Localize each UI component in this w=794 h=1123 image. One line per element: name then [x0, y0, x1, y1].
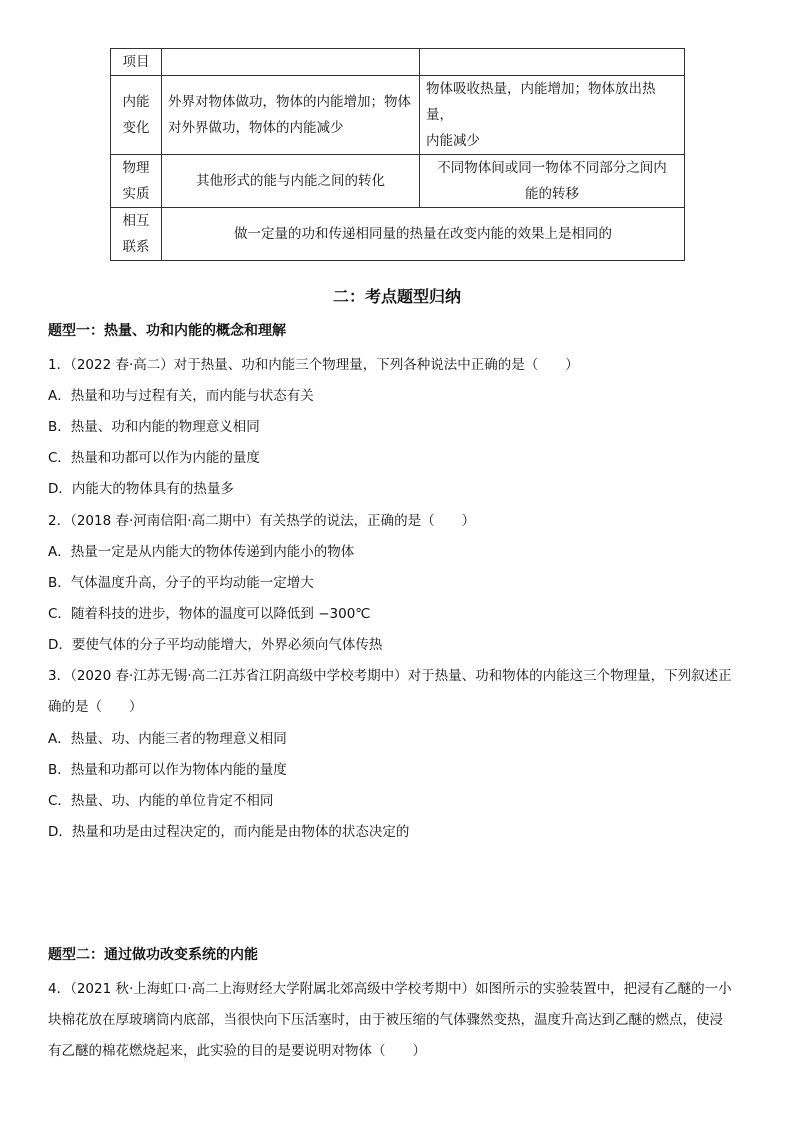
question-stem: 1．（2022 春·高二）对于热量、功和内能三个物理量，下列各种说法中正确的是（ ）: [48, 357, 579, 373]
table-cell: [420, 76, 685, 155]
question-stem: 4．（2021 秋·上海虹口·高二上海财经大学附属北郊高级中学校考期中）如图所示的实验装置中，把浸有乙醚的一小: [48, 981, 732, 997]
option: C．随着科技的进步，物体的温度可以降低到 −300℃: [48, 606, 371, 622]
header-col2: [420, 49, 685, 76]
table-cell: [162, 76, 420, 155]
cell-line: 能的转移: [525, 186, 579, 202]
row-label-line: 相互: [122, 213, 150, 229]
cell-line: 对外界做功，物体的内能减少: [168, 120, 344, 136]
option: C．热量和功都可以作为内能的量度: [48, 450, 260, 466]
row-label-line: 联系: [122, 239, 150, 255]
comparison-table: [110, 48, 685, 261]
cell-line: 不同物体间或同一物体不同部分之间内: [437, 160, 667, 176]
question-type-title: 题型二：通过做功改变系统的内能: [48, 947, 258, 963]
row-label: [111, 76, 162, 155]
table-header-row: [111, 49, 685, 76]
table-row: [111, 155, 685, 208]
question-stem-cont: 有乙醚的棉花燃烧起来，此实验的目的是要说明对物体（ ）: [48, 1043, 426, 1059]
option: D．热量和功是由过程决定的，而内能是由物体的状态决定的: [48, 824, 410, 840]
option: A．热量、功、内能三者的物理意义相同: [48, 731, 287, 747]
row-label: [111, 208, 162, 261]
question-stem: 2．（2018 春·河南信阳·高二期中）有关热学的说法，正确的是（ ）: [48, 513, 476, 529]
row-label: [111, 155, 162, 208]
row-label-line: 变化: [122, 120, 150, 136]
header-label: 项目: [111, 49, 162, 76]
row-label-line: 实质: [122, 186, 150, 202]
table-row: [111, 208, 685, 261]
option: B．气体温度升高，分子的平均动能一定增大: [48, 575, 314, 591]
cell-line: 内能减少: [426, 133, 480, 149]
question-stem-cont: 确的是（ ）: [48, 699, 143, 715]
row-label-line: 内能: [122, 94, 150, 110]
question-type-title: 题型一：热量、功和内能的概念和理解: [48, 323, 286, 339]
merged-cell: 做一定量的功和传递相同量的热量在改变内能的效果上是相同的: [162, 208, 685, 261]
option: C．热量、功、内能的单位肯定不相同: [48, 793, 274, 809]
section-title: 二：考点题型归纳: [332, 287, 461, 306]
table-cell: 其他形式的能与内能之间的转化: [162, 155, 420, 208]
question-stem: 3．（2020 春·江苏无锡·高二江苏省江阴高级中学校考期中）对于热量、功和物体的内能这三个物理量，下列叙述正: [48, 668, 732, 684]
option: B．热量和功都可以作为物体内能的量度: [48, 762, 287, 778]
option: D．要使气体的分子平均动能增大，外界必须向气体传热: [48, 637, 383, 653]
cell-line: 物体吸收热量，内能增加；物体放出热量，: [426, 81, 656, 123]
row-label-line: 物理: [122, 160, 150, 176]
table-cell: [420, 155, 685, 208]
header-col1: [162, 49, 420, 76]
option: A．热量和功与过程有关，而内能与状态有关: [48, 388, 314, 404]
option: A．热量一定是从内能大的物体传递到内能小的物体: [48, 544, 355, 560]
option: B．热量、功和内能的物理意义相同: [48, 419, 260, 435]
option: D．内能大的物体具有的热量多: [48, 481, 234, 497]
cell-line: 外界对物体做功，物体的内能增加；物体: [168, 94, 411, 110]
question-stem-cont: 块棉花放在厚玻璃筒内底部，当很快向下压活塞时，由于被压缩的气体骤然变热，温度升高达到乙醚的燃点，使浸: [48, 1012, 723, 1028]
table-row: [111, 76, 685, 155]
